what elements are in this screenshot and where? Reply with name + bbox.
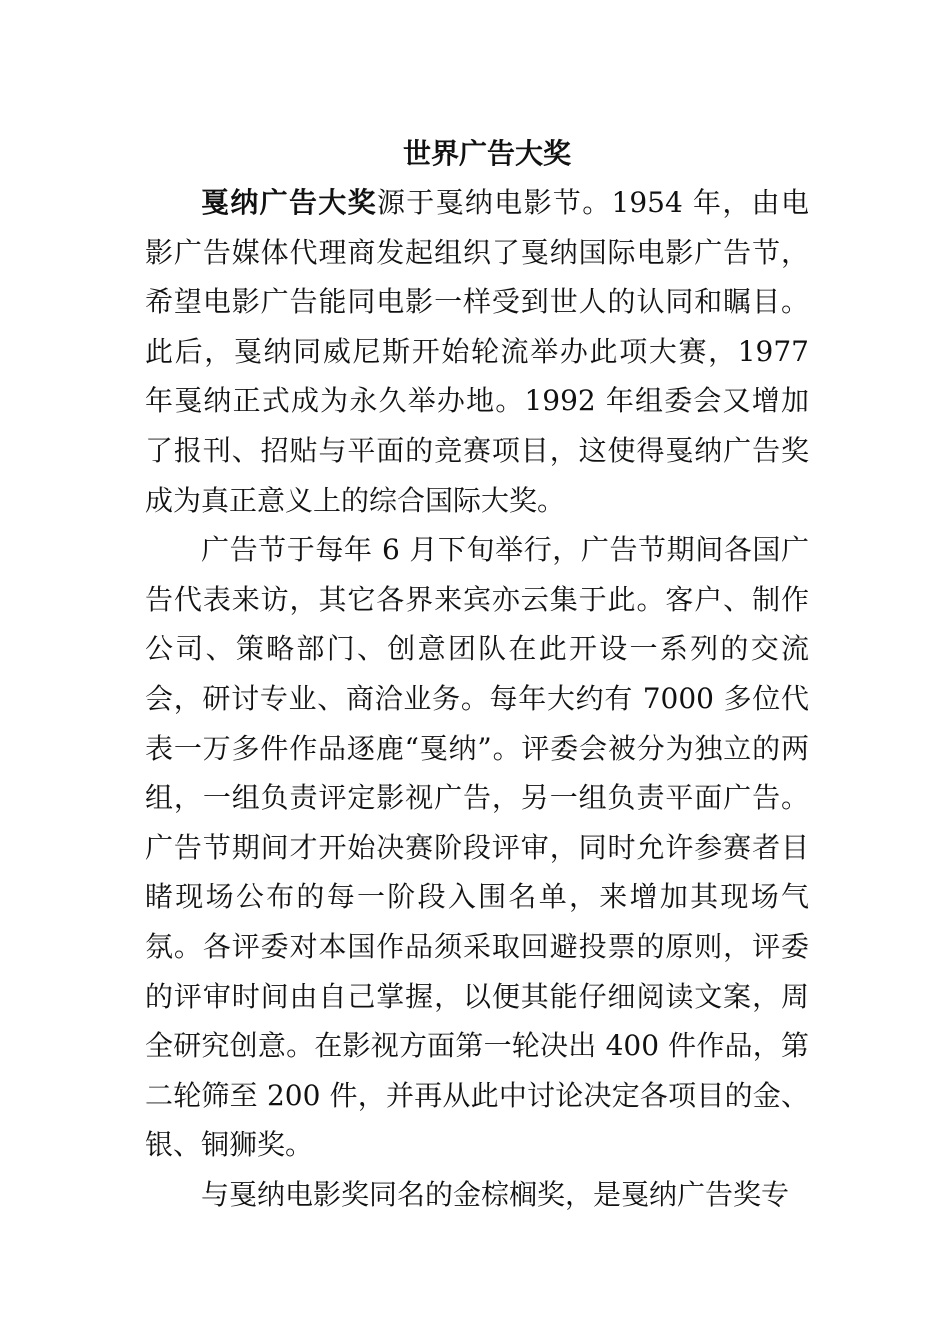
paragraph-lead-term: 戛纳广告大奖 [201,186,377,219]
paragraph-3 [145,1170,809,1220]
paragraph-1 [145,178,809,525]
paragraph-text: 广告节于每年 6 月下旬举行，广告节期间各国广告代表来访，其它各界来宾亦云集于此。客户、制作公司、策略部门、创意团队在此开设一系列的交流会，研讨专业、商洽业务。每年大约有 7000 多位代表一万多件作品逐鹿“戛纳”。评委会被分为独立的两组，一组负责评定影视广告，另一组负责平面广告。广告节期间才开始决赛阶段评审，同时允许参赛者目睹现场公布的每一阶段入围名单，来增加其现场气氛。各评委对本国作品须采取回避投票的原则，评委的评审时间由自己掌握，以便其能仔细阅读文案，周全研究创意。在影视方面第一轮决出 400 件作品，第二轮筛至 200 件，并再从此中讨论决定各项目的金、银、铜狮奖。 [145,533,809,1162]
paragraph-text: 与戛纳电影奖同名的金棕榈奖，是戛纳广告奖专 [201,1177,790,1211]
paragraph-2 [145,525,809,1170]
document-body [145,130,809,1219]
document-title: 世界广告大奖 [402,137,571,170]
paragraph-text: 源于戛纳电影节。1954 年，由电影广告媒体代理商发起组织了戛纳国际电影广告节，希望电影广告能同电影一样受到世人的认同和瞩目。此后，戛纳同威尼斯开始轮流举办此项大赛，1977 年戛纳正式成为永久举办地。1992 年组委会又增加了报刊、招贴与平面的竞赛项目，这使得戛纳广告奖成为真正意义上的综合国际大奖。 [145,186,809,517]
